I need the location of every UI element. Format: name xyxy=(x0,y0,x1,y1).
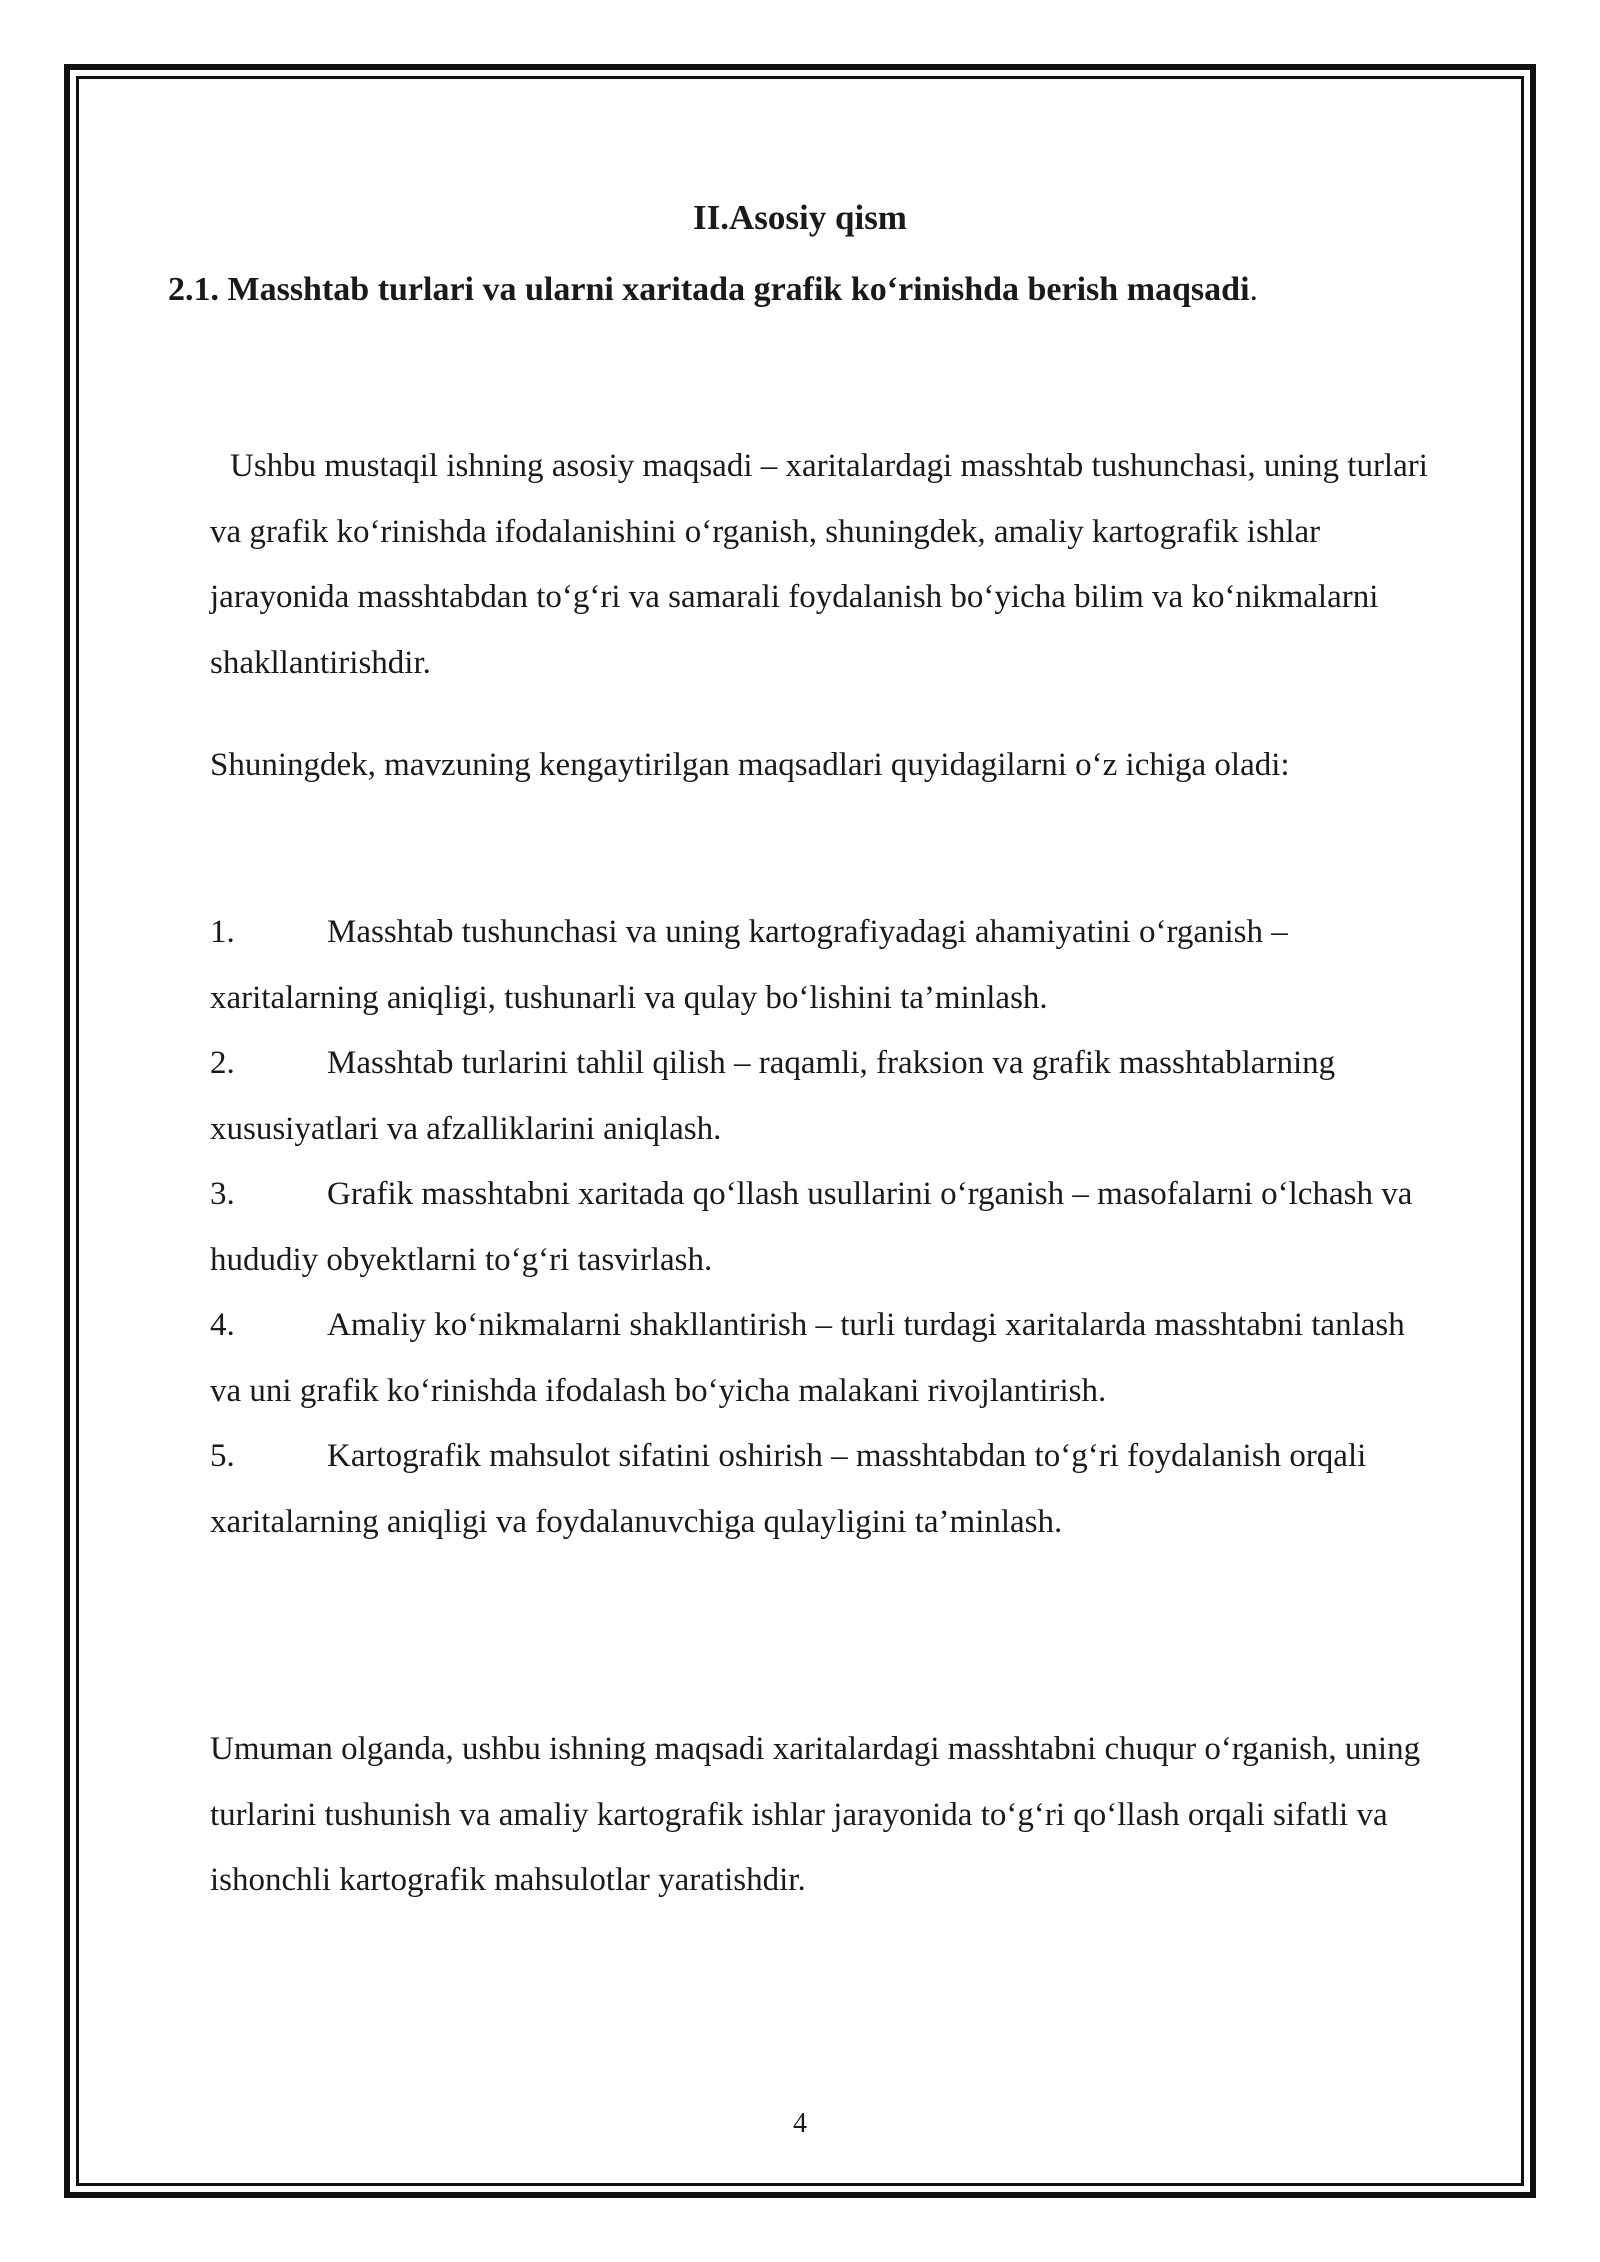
goal-item xyxy=(210,1293,1440,1424)
section-title: II.Asosiy qism xyxy=(693,198,907,237)
subsection-title xyxy=(168,266,1468,314)
lead-paragraph: Shuningdek, mavzuning kengaytirilgan maqsadlari quyidagilarni o‘z ichiga oladi: xyxy=(210,747,1290,783)
subsection-title-period: . xyxy=(1249,271,1259,308)
goal-item xyxy=(210,1424,1440,1555)
goal-number: 2. xyxy=(210,1045,235,1081)
goal-number: 1. xyxy=(210,914,235,950)
conclusion-paragraph: Umuman olganda, ushbu ishning maqsadi xaritalardagi masshtabni chuqur o‘rganish, uning turlarini tushunish va amaliy kartografik ishlar jarayonida to‘g‘ri qo‘llash orqali sifatli va ishonchli kartografik mahsulotlar yaratishdir. xyxy=(210,1731,1421,1898)
goal-number: 3. xyxy=(210,1176,235,1212)
goal-number: 5. xyxy=(210,1438,235,1474)
goal-text: Amaliy ko‘nikmalarni shakllantirish – turli turdagi xaritalarda masshtabni tanlash va uni grafik ko‘rinishda ifodalash bo‘yicha malakani rivojlantirish. xyxy=(210,1307,1405,1409)
subsection-title-text: 2.1. Masshtab turlari va ularni xaritada grafik ko‘rinishda berish maqsadi xyxy=(168,271,1250,308)
goal-text: Masshtab turlarini tahlil qilish – raqamli, fraksion va grafik masshtablarning xususiyatlari va afzalliklarini aniqlash. xyxy=(210,1045,1336,1147)
goal-text: Kartografik mahsulot sifatini oshirish – masshtabdan to‘g‘ri foydalanish orqali xaritalarning aniqligi va foydalanuvchiga qulayligini ta’minlash. xyxy=(210,1438,1367,1540)
goals-list xyxy=(210,900,1440,1555)
goal-item xyxy=(210,900,1440,1031)
goal-text: Grafik masshtabni xaritada qo‘llash usullarini o‘rganish – masofalarni o‘lchash va hududiy obyektlarni to‘g‘ri tasvirlash. xyxy=(210,1176,1413,1278)
intro-paragraph: Ushbu mustaqil ishning asosiy maqsadi – xaritalardagi masshtab tushunchasi, uning turlari va grafik ko‘rinishda ifodalanishini o‘rganish, shuningdek, amaliy kartografik ishlar jarayonida masshtabdan to‘g‘ri va samarali foydalanish bo‘yicha bilim va ko‘nikmalarni shakllantirishdir. xyxy=(210,448,1428,681)
goal-item xyxy=(210,1162,1440,1293)
goal-text: Masshtab tushunchasi va uning kartografiyadagi ahamiyatini o‘rganish – xaritalarning aniqligi, tushunarli va qulay bo‘lishini ta’minlash. xyxy=(210,914,1288,1016)
goal-item xyxy=(210,1031,1440,1162)
page-number: 4 xyxy=(793,2108,807,2139)
goal-number: 4. xyxy=(210,1307,235,1343)
